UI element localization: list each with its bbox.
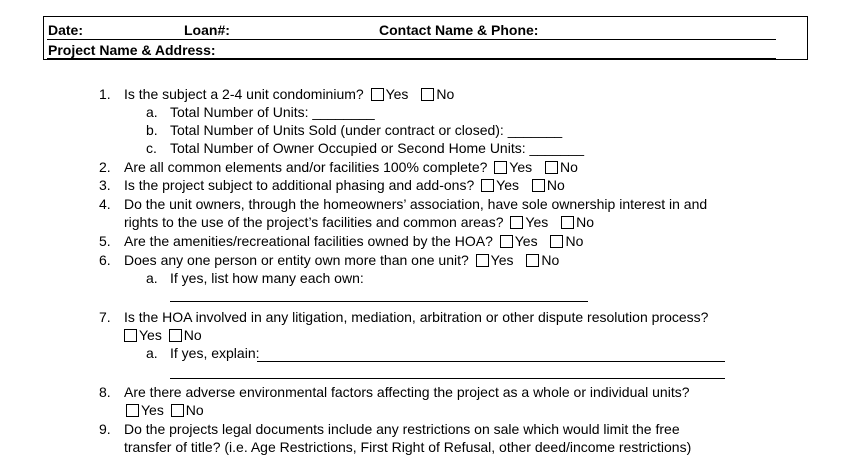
loan-label: Loan#: [184, 22, 230, 38]
q1a-letter: a. [146, 104, 158, 120]
q7-no-checkbox[interactable] [169, 329, 182, 342]
q7a-answer-line-2[interactable] [170, 378, 725, 379]
q3-text: Is the project subject to additional phasing and add-ons? [124, 177, 475, 193]
q8-options [126, 402, 204, 419]
q1b-text: Total Number of Units Sold (under contract or closed): _______ [170, 122, 563, 138]
q7-no-label: No [183, 327, 202, 343]
q1a-text: Total Number of Units: ________ [170, 104, 375, 120]
q4-no-label: No [576, 214, 595, 230]
q5-yes-label: Yes [514, 233, 538, 249]
q8-no-checkbox[interactable] [171, 404, 184, 417]
q5-no-label: No [565, 233, 584, 249]
q2-yes-label: Yes [509, 159, 533, 175]
q2-line [124, 159, 578, 176]
q1-number: 1. [99, 86, 111, 102]
q8-yes-checkbox[interactable] [126, 404, 139, 417]
q7-text: Is the HOA involved in any litigation, mediation, arbitration or other dispute resolution process? [124, 309, 709, 325]
q9-text-line2: transfer of title? (i.e. Age Restrictions, First Right of Refusal, other deed/income restrictions) [124, 439, 692, 455]
q1-yes-checkbox[interactable] [371, 88, 384, 101]
q7-number: 7. [99, 309, 111, 325]
q6a-letter: a. [146, 270, 158, 286]
date-label: Date: [48, 22, 84, 38]
header-underline-1[interactable] [47, 39, 776, 40]
q4-yes-label: Yes [525, 214, 549, 230]
q9-text-line1: Do the projects legal documents include any restrictions on sale which would limit the free [124, 421, 680, 437]
q3-no-label: No [546, 177, 565, 193]
q1-no-checkbox[interactable] [421, 88, 434, 101]
q3-yes-checkbox[interactable] [481, 179, 494, 192]
q6-text: Does any one person or entity own more than one unit? [124, 252, 469, 268]
q4-line2 [124, 214, 594, 231]
q7-yes-label: Yes [139, 327, 162, 343]
q3-yes-label: Yes [496, 177, 519, 193]
q3-no-checkbox[interactable] [532, 179, 545, 192]
q8-no-label: No [185, 402, 204, 418]
q6-number: 6. [99, 252, 111, 268]
q9-number: 9. [99, 421, 111, 437]
q2-number: 2. [99, 159, 111, 175]
q8-text: Are there adverse environmental factors affecting the project as a whole or individual units? [124, 384, 690, 400]
header-underline-2[interactable] [47, 58, 776, 59]
q7a-text: If yes, explain: [170, 345, 260, 361]
q5-no-checkbox[interactable] [550, 235, 563, 248]
q6-no-label: No [541, 252, 560, 268]
q2-no-checkbox[interactable] [545, 161, 558, 174]
contact-label: Contact Name & Phone: [379, 22, 539, 38]
q4-yes-checkbox[interactable] [510, 216, 523, 229]
q2-yes-checkbox[interactable] [494, 161, 507, 174]
q6-yes-checkbox[interactable] [476, 254, 489, 267]
q4-text-line2: rights to the use of the project’s facilities and common areas? [124, 214, 504, 230]
q2-text: Are all common elements and/or facilities 100% complete? [124, 159, 488, 175]
q7a-answer-line-1[interactable] [257, 361, 725, 362]
q5-number: 5. [99, 233, 111, 249]
project-label: Project Name & Address: [48, 42, 216, 58]
q4-text-line1: Do the unit owners, through the homeowners’ association, have sole ownership interest in and [124, 196, 708, 212]
q1b-letter: b. [146, 122, 158, 138]
q1c-letter: c. [146, 140, 157, 156]
q2-no-label: No [560, 159, 578, 175]
q6a-text: If yes, list how many each own: [170, 270, 364, 286]
q3-number: 3. [99, 177, 111, 193]
q8-yes-label: Yes [141, 402, 164, 418]
q7a-letter: a. [146, 345, 158, 361]
q5-yes-checkbox[interactable] [500, 235, 513, 248]
q1-text: Is the subject a 2-4 unit condominium? [124, 86, 364, 102]
q6-yes-label: Yes [490, 252, 514, 268]
q5-line [124, 233, 583, 250]
q6-line [124, 252, 559, 269]
q1c-text: Total Number of Owner Occupied or Second Home Units: _______ [170, 140, 584, 156]
q6-no-checkbox[interactable] [526, 254, 539, 267]
q1-no-label: No [436, 86, 455, 102]
q6a-answer-line[interactable] [170, 301, 588, 302]
q1-line [124, 86, 454, 103]
q3-line [124, 177, 565, 194]
q4-number: 4. [99, 196, 111, 212]
q5-text: Are the amenities/recreational facilities owned by the HOA? [124, 233, 493, 249]
q8-number: 8. [99, 384, 111, 400]
q4-no-checkbox[interactable] [561, 216, 574, 229]
q7-options [124, 327, 202, 344]
q7-yes-checkbox[interactable] [124, 329, 137, 342]
q1-yes-label: Yes [385, 86, 409, 102]
